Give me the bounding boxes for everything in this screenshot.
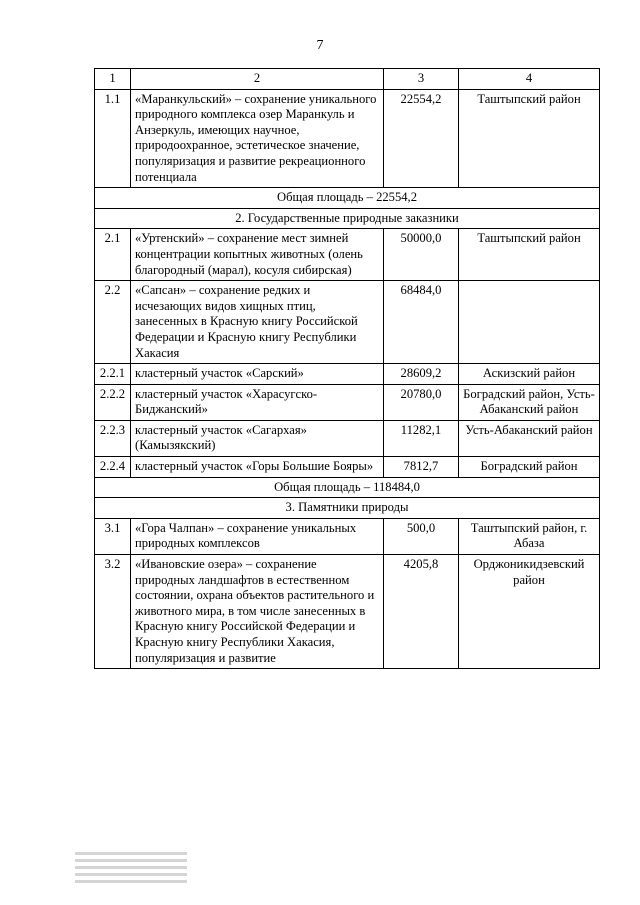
description-cell: «Маранкульский» – сохранение уникального природного комплекса озер Маранкуль и Анзеркуль, имеющих научное, природоохранное, эстетическое значение, популяризация и развитие рекреационного потенциала <box>131 89 384 188</box>
description-cell: кластерный участок «Харасугско-Биджанский» <box>131 384 384 420</box>
district-cell <box>459 281 600 364</box>
description-cell: «Сапсан» – сохранение редких и исчезающих видов хищных птиц, занесенных в Красную книгу Российской Федерации и Красную книгу Республики Хакасия <box>131 281 384 364</box>
table-row <box>95 518 600 554</box>
row-number-cell: 2.1 <box>95 229 131 281</box>
section-row <box>95 477 600 498</box>
area-cell: 28609,2 <box>384 364 459 385</box>
area-cell: 22554,2 <box>384 89 459 188</box>
table-body <box>95 69 600 669</box>
district-cell: Таштыпский район, г. Абаза <box>459 518 600 554</box>
section-label: 3. Памятники природы <box>95 498 600 519</box>
table-row <box>95 281 600 364</box>
section-label: 2. Государственные природные заказники <box>95 208 600 229</box>
area-cell: 50000,0 <box>384 229 459 281</box>
section-row <box>95 188 600 209</box>
row-number-cell: 2.2.1 <box>95 364 131 385</box>
row-number-cell: 3.1 <box>95 518 131 554</box>
area-cell: 11282,1 <box>384 420 459 456</box>
district-cell: Таштыпский район <box>459 229 600 281</box>
page-number: 7 <box>316 38 324 53</box>
row-number-cell: 2.2.3 <box>95 420 131 456</box>
section-row <box>95 498 600 519</box>
table-row <box>95 555 600 669</box>
area-cell: 7812,7 <box>384 457 459 478</box>
district-cell: Боградский район, Усть-Абаканский район <box>459 384 600 420</box>
column-header-2: 2 <box>131 69 384 90</box>
table-row <box>95 364 600 385</box>
district-cell: Аскизский район <box>459 364 600 385</box>
description-cell: кластерный участок «Горы Большие Бояры» <box>131 457 384 478</box>
row-number-cell: 2.2.4 <box>95 457 131 478</box>
table-row <box>95 229 600 281</box>
area-cell: 500,0 <box>384 518 459 554</box>
section-row <box>95 208 600 229</box>
description-cell: «Ивановские озера» – сохранение природных ландшафтов в естественном состоянии, охрана объектов растительного и животного мира, в том числе занесенных в Красную книгу Российской Федерации и Красную книгу Республики Хакасия, популяризация и развитие <box>131 555 384 669</box>
table-row <box>95 89 600 188</box>
area-cell: 68484,0 <box>384 281 459 364</box>
district-cell: Усть-Абаканский район <box>459 420 600 456</box>
stamp-mark <box>72 848 190 888</box>
table-row <box>95 384 600 420</box>
column-header-1: 1 <box>95 69 131 90</box>
row-number-cell: 1.1 <box>95 89 131 188</box>
row-number-cell: 3.2 <box>95 555 131 669</box>
district-cell: Боградский район <box>459 457 600 478</box>
description-cell: «Гора Чалпан» – сохранение уникальных природных комплексов <box>131 518 384 554</box>
area-cell: 4205,8 <box>384 555 459 669</box>
column-header-4: 4 <box>459 69 600 90</box>
description-cell: «Уртенский» – сохранение мест зимней концентрации копытных животных (олень благородный (марал), косуля сибирская) <box>131 229 384 281</box>
district-cell: Таштыпский район <box>459 89 600 188</box>
description-cell: кластерный участок «Сагархая» (Камызякский) <box>131 420 384 456</box>
district-cell: Орджоникидзевский район <box>459 555 600 669</box>
table-row <box>95 420 600 456</box>
column-header-3: 3 <box>384 69 459 90</box>
protected-areas-table <box>94 68 600 669</box>
area-cell: 20780,0 <box>384 384 459 420</box>
row-number-cell: 2.2 <box>95 281 131 364</box>
table-header-row <box>95 69 600 90</box>
table-row <box>95 457 600 478</box>
description-cell: кластерный участок «Сарский» <box>131 364 384 385</box>
section-label: Общая площадь – 118484,0 <box>95 477 600 498</box>
section-label: Общая площадь – 22554,2 <box>95 188 600 209</box>
row-number-cell: 2.2.2 <box>95 384 131 420</box>
